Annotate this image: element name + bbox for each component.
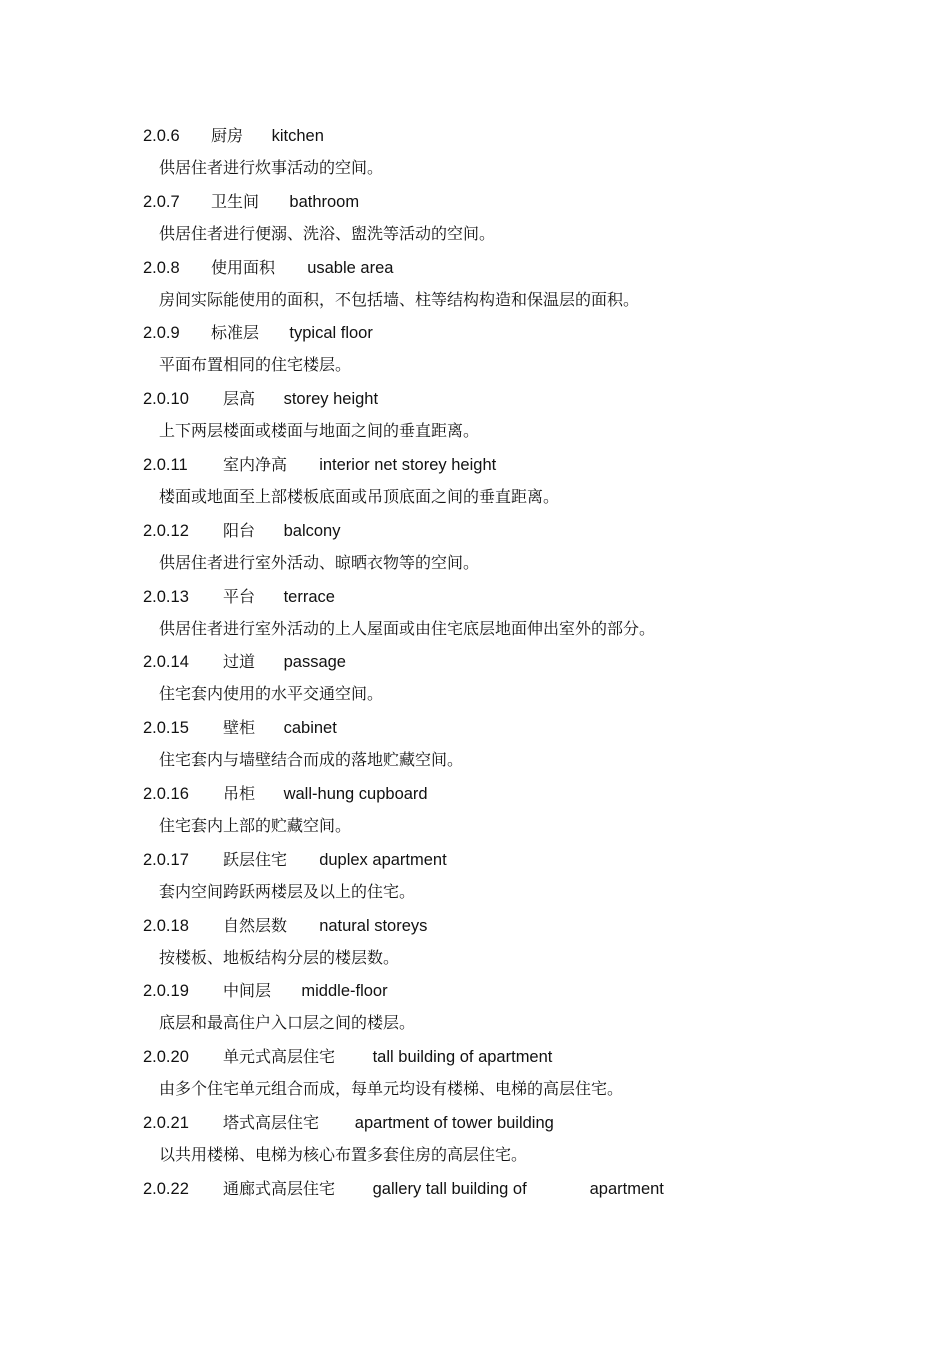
term-english: storey height — [283, 390, 379, 409]
term-number: 2.0.22 — [143, 1179, 189, 1198]
term-definition: 房间实际能使用的面积，不包括墙、柱等结构构造和保温层的面积。 — [159, 289, 640, 309]
term-chinese: 室内净高 — [223, 455, 288, 474]
term-english: balcony — [283, 521, 341, 540]
term-number: 2.0.20 — [143, 1048, 189, 1067]
term-english-continued: apartment — [589, 1179, 664, 1198]
term-chinese: 中间层 — [223, 981, 272, 1001]
term-chinese: 壁柜 — [223, 718, 256, 738]
term-number: 2.0.12 — [143, 521, 189, 540]
term-definition: 以共用楼梯、电梯为核心布置多套住房的高层住宅。 — [159, 1145, 528, 1164]
term-english: passage — [283, 653, 346, 672]
term-number: 2.0.17 — [143, 850, 189, 869]
term-definition: 楼面或地面至上部楼板底面或吊顶底面之间的垂直距离。 — [159, 487, 560, 506]
term-english: wall-hung cupboard — [283, 785, 428, 803]
term-english: typical floor — [289, 324, 373, 343]
term-english: natural storeys — [319, 916, 428, 935]
term-english: middle-floor — [301, 982, 388, 1001]
term-number: 2.0.9 — [143, 324, 180, 343]
term-definition: 供居住者进行炊事活动的空间。 — [159, 158, 384, 177]
term-chinese: 吊柜 — [223, 784, 256, 803]
term-chinese: 使用面积 — [211, 257, 276, 277]
term-chinese: 卫生间 — [211, 191, 260, 211]
term-english: gallery tall building of — [372, 1179, 527, 1198]
term-definition: 供居住者进行室外活动的上人屋面或由住宅底层地面伸出室外的部分。 — [159, 618, 656, 638]
term-english: cabinet — [283, 719, 337, 738]
term-chinese: 自然层数 — [223, 915, 288, 935]
term-english: apartment of tower building — [354, 1114, 554, 1132]
term-english: tall building of apartment — [372, 1048, 553, 1067]
term-definition: 底层和最高住户入口层之间的楼层。 — [159, 1013, 416, 1033]
term-chinese: 塔式高层住宅 — [223, 1113, 320, 1132]
term-number: 2.0.7 — [143, 192, 180, 211]
term-definition: 供居住者进行室外活动、晾晒衣物等的空间。 — [159, 552, 480, 572]
term-definition: 住宅套内使用的水平交通空间。 — [159, 684, 384, 704]
term-english: duplex apartment — [319, 850, 447, 869]
term-definition: 上下两层楼面或楼面与地面之间的垂直距离。 — [159, 421, 480, 441]
term-english: bathroom — [289, 192, 360, 211]
term-number: 2.0.21 — [143, 1114, 189, 1132]
term-definition: 住宅套内上部的贮藏空间。 — [159, 816, 352, 835]
term-chinese: 阳台 — [223, 520, 256, 540]
term-definition: 平面布置相同的住宅楼层。 — [159, 355, 352, 375]
term-chinese: 单元式高层住宅 — [223, 1047, 336, 1067]
term-number: 2.0.18 — [143, 916, 189, 935]
term-number: 2.0.13 — [143, 587, 189, 606]
term-number: 2.0.15 — [143, 719, 189, 738]
term-english: usable area — [307, 258, 394, 277]
term-definition: 供居住者进行便溺、洗浴、盥洗等活动的空间。 — [159, 223, 496, 243]
term-number: 2.0.19 — [143, 982, 189, 1001]
term-chinese: 过道 — [223, 652, 256, 672]
term-number: 2.0.14 — [143, 653, 189, 672]
term-chinese: 通廊式高层住宅 — [223, 1178, 336, 1198]
term-chinese: 平台 — [223, 586, 256, 606]
term-english: kitchen — [271, 127, 324, 145]
term-chinese: 厨房 — [211, 126, 244, 145]
term-number: 2.0.6 — [143, 127, 180, 145]
term-number: 2.0.16 — [143, 785, 189, 803]
term-number: 2.0.10 — [143, 390, 189, 409]
term-english: terrace — [283, 587, 335, 606]
term-definition: 按楼板、地板结构分层的楼层数。 — [159, 947, 400, 967]
term-definition: 由多个住宅单元组合而成，每单元均设有楼梯、电梯的高层住宅。 — [159, 1079, 624, 1099]
term-number: 2.0.11 — [143, 456, 188, 474]
term-definition: 套内空间跨跃两楼层及以上的住宅。 — [159, 881, 416, 901]
term-english: interior net storey height — [319, 456, 497, 474]
term-number: 2.0.8 — [143, 258, 180, 277]
term-chinese: 跃层住宅 — [223, 849, 288, 869]
term-definition: 住宅套内与墙壁结合而成的落地贮藏空间。 — [159, 750, 464, 770]
term-chinese: 标准层 — [211, 323, 260, 343]
term-chinese: 层高 — [223, 389, 256, 409]
